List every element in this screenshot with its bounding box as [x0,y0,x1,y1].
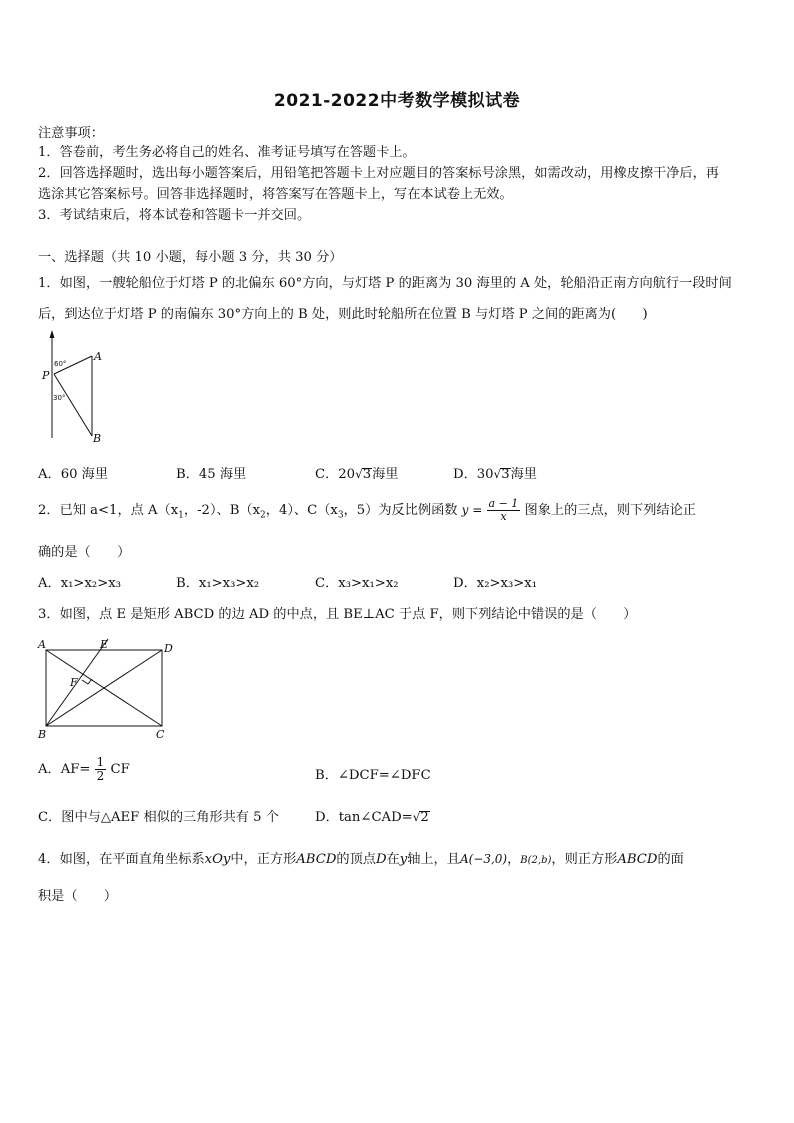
section-heading: 一、选择题（共 10 小题，每小题 3 分，共 30 分） [38,250,343,265]
q2-option-b: B．x₁>x₃>x₂ [176,576,260,591]
q1-label-A: A [94,350,102,363]
q2-option-d: D．x₂>x₃>x₁ [453,576,538,591]
notice-item-2-cont: 选涂其它答案标号。回答非选择题时，将答案写在答题卡上，写在本试卷上无效。 [38,187,513,202]
notice-heading: 注意事项： [38,126,104,141]
q3-option-a: A．AF= $\frac{1}{2}$ CF [38,755,130,783]
q3-label-B: B [38,728,47,741]
q3-text-line1: 3．如图，点 E 是矩形 ABCD 的边 AD 的中点，且 BE⊥AC 于点 F，则下列结论中错误的是（ ） [38,607,637,622]
arrow-up-icon [50,330,55,338]
q3-option-c: C．图中与△AEF 相似的三角形共有 5 个 [38,810,279,825]
q1-option-c: C．20√3海里 [315,467,399,482]
q3-label-A: A [38,638,46,651]
q3-option-b: B．∠DCF=∠DFC [315,768,431,783]
q2-fraction: $\frac{a - 1}{x}$ [488,497,519,523]
q2-text-line1: 2．已知 a<1，点 $A(x_1$，-2）、$B(x_2$，4）、$C(x_3$，5）为反比例函数 y = $\frac{a - 1}{x}$ 图象上的三点，则下列结论正 [38,497,696,523]
q1-figure [38,328,108,446]
q3-figure [36,634,178,742]
notice-item-1: 1．答卷前，考生务必将自己的姓名、准考证号填写在答题卡上。 [38,145,416,160]
q3-label-C: C [156,728,165,741]
q3-option-d: D．tan∠CAD=√2 [315,810,429,825]
q1-text-line1: 1．如图，一艘轮船位于灯塔 P 的北偏东 60°方向，与灯塔 P 的距离为 30 海里的 A 处，轮船沿正南方向航行一段时间 [38,276,732,291]
q4-text-line2: 积是（ ） [38,889,118,904]
notice-item-3: 3．考试结束后，将本试卷和答题卡一并交回。 [38,208,311,223]
q3-label-D: D [164,642,173,655]
q3-label-E: E [100,638,109,651]
q1-option-b: B．45 海里 [176,467,247,482]
q1-line-PB [54,374,92,436]
q1-option-d: D．30√3海里 [453,467,537,482]
page-title: 2021-2022中考数学模拟试卷 [273,91,521,111]
q4-text-line1: 4．如图，在平面直角坐标系xOy中，正方形ABCD的顶点D在y轴上，且A(−3,0)，B(2,b)，则正方形ABCD的面 [38,852,684,867]
q1-label-P: P [42,369,50,382]
q2-option-c: C．x₃>x₁>x₂ [315,576,399,591]
q1-angle-60: 60° [54,360,67,368]
q2-text-line2: 确的是（ ） [38,545,131,560]
q3-label-F: F [70,676,78,689]
notice-item-2: 2．回答选择题时，选出每小题答案后，用铅笔把答题卡上对应题目的答案标号涂黑，如需改动，用橡皮擦干净后，再 [38,166,719,181]
q2-option-a: A．x₁>x₂>x₃ [38,576,121,591]
q1-label-B: B [93,432,102,445]
q1-angle-30: 30° [53,394,66,402]
q1-option-a: A．60 海里 [38,467,109,482]
q1-text-line2: 后，到达位于灯塔 P 的南偏东 30°方向上的 B 处，则此时轮船所在位置 B 与灯塔 P 之间的距离为( ) [38,307,648,322]
